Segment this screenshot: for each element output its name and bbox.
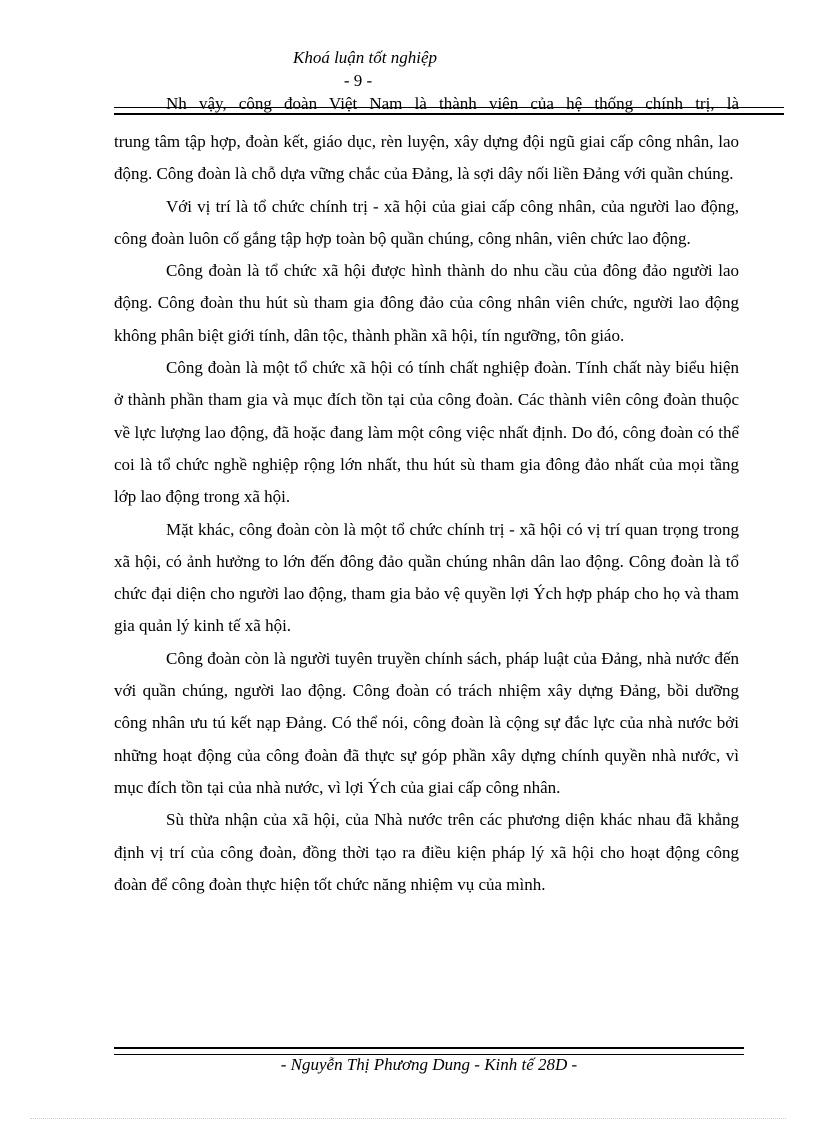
footer-author: - Nguyễn Thị Phương Dung - Kinh tế 28D - <box>280 1055 578 1074</box>
page-number: - 9 - <box>343 71 373 90</box>
body-text <box>114 126 739 901</box>
paragraph: Sù thừa nhận của xã hội, của Nhà nước trên các phương diện khác nhau đã khẳng định vị trí của công đoàn, đồng thời tạo ra điều kiện pháp lý xã hội cho hoạt động công đoàn để công đoàn thực hiện tốt chức năng nhiệm vụ của mình. <box>114 810 739 894</box>
header-title: Khoá luận tốt nghiệp <box>292 48 438 67</box>
paragraph: Công đoàn là một tổ chức xã hội có tính chất nghiệp đoàn. Tính chất này biểu hiện ở thành phần tham gia và mục đích tồn tại của công đoàn. Các thành viên công đoàn thuộc về lực lượng lao động, đã hoặc đang làm một công việc nhất định. Do đó, công đoàn có thể coi là tổ chức nghề nghiệp rộng lớn nhất, thu hút sù tham gia đông đảo nhất của mọi tầng lớp lao động trong xã hội. <box>114 358 739 507</box>
page-bottom-border <box>30 1118 786 1119</box>
paragraph-continuation: trung tâm tập hợp, đoàn kết, giáo dục, rèn luyện, xây dựng đội ngũ giai cấp công nhân, lao động. Công đoàn là chỗ dựa vững chắc của Đảng, là sợi dây nối liền Đảng với quần chúng. <box>114 132 739 184</box>
first-line: Nh vậy, công đoàn Việt Nam là thành viên của hệ thống chính trị, là <box>166 94 739 113</box>
paragraph: Mặt khác, công đoàn còn là một tổ chức chính trị - xã hội có vị trí quan trọng trong xã hội, có ảnh hưởng to lớn đến đông đảo quần chúng nhân dân lao động. Công đoàn là tổ chức đại diện cho người lao động, tham gia bảo vệ quyền lợi Ých hợp pháp cho họ và tham gia quản lý kinh tế xã hội. <box>114 519 739 636</box>
paragraph: Với vị trí là tổ chức chính trị - xã hội của giai cấp công nhân, của người lao động, công đoàn luôn cố gắng tập hợp toàn bộ quần chúng, công nhân, viên chức lao động. <box>114 196 739 248</box>
paragraph: Công đoàn là tổ chức xã hội được hình thành do nhu cầu của đông đảo người lao động. Công đoàn thu hút sù tham gia đông đảo của công nhân viên chức, người lao động không phân biệt giới tính, dân tộc, thành phần xã hội, tín ngưỡng, tôn giáo. <box>114 261 739 345</box>
footer-divider <box>114 1047 744 1055</box>
paragraph: Công đoàn còn là người tuyên truyền chính sách, pháp luật của Đảng, nhà nước đến với quần chúng, người lao động. Công đoàn có trách nhiệm xây dựng Đảng, bồi dưỡng công nhân ưu tú kết nạp Đảng. Có thể nói, công đoàn là cộng sự đắc lực của nhà nước bởi những hoạt động của công đoàn đã thực sự góp phần xây dựng chính quyền nhà nước, vì mục đích tồn tại của nhà nước, vì lợi Ých của giai cấp công nhân. <box>114 648 739 797</box>
